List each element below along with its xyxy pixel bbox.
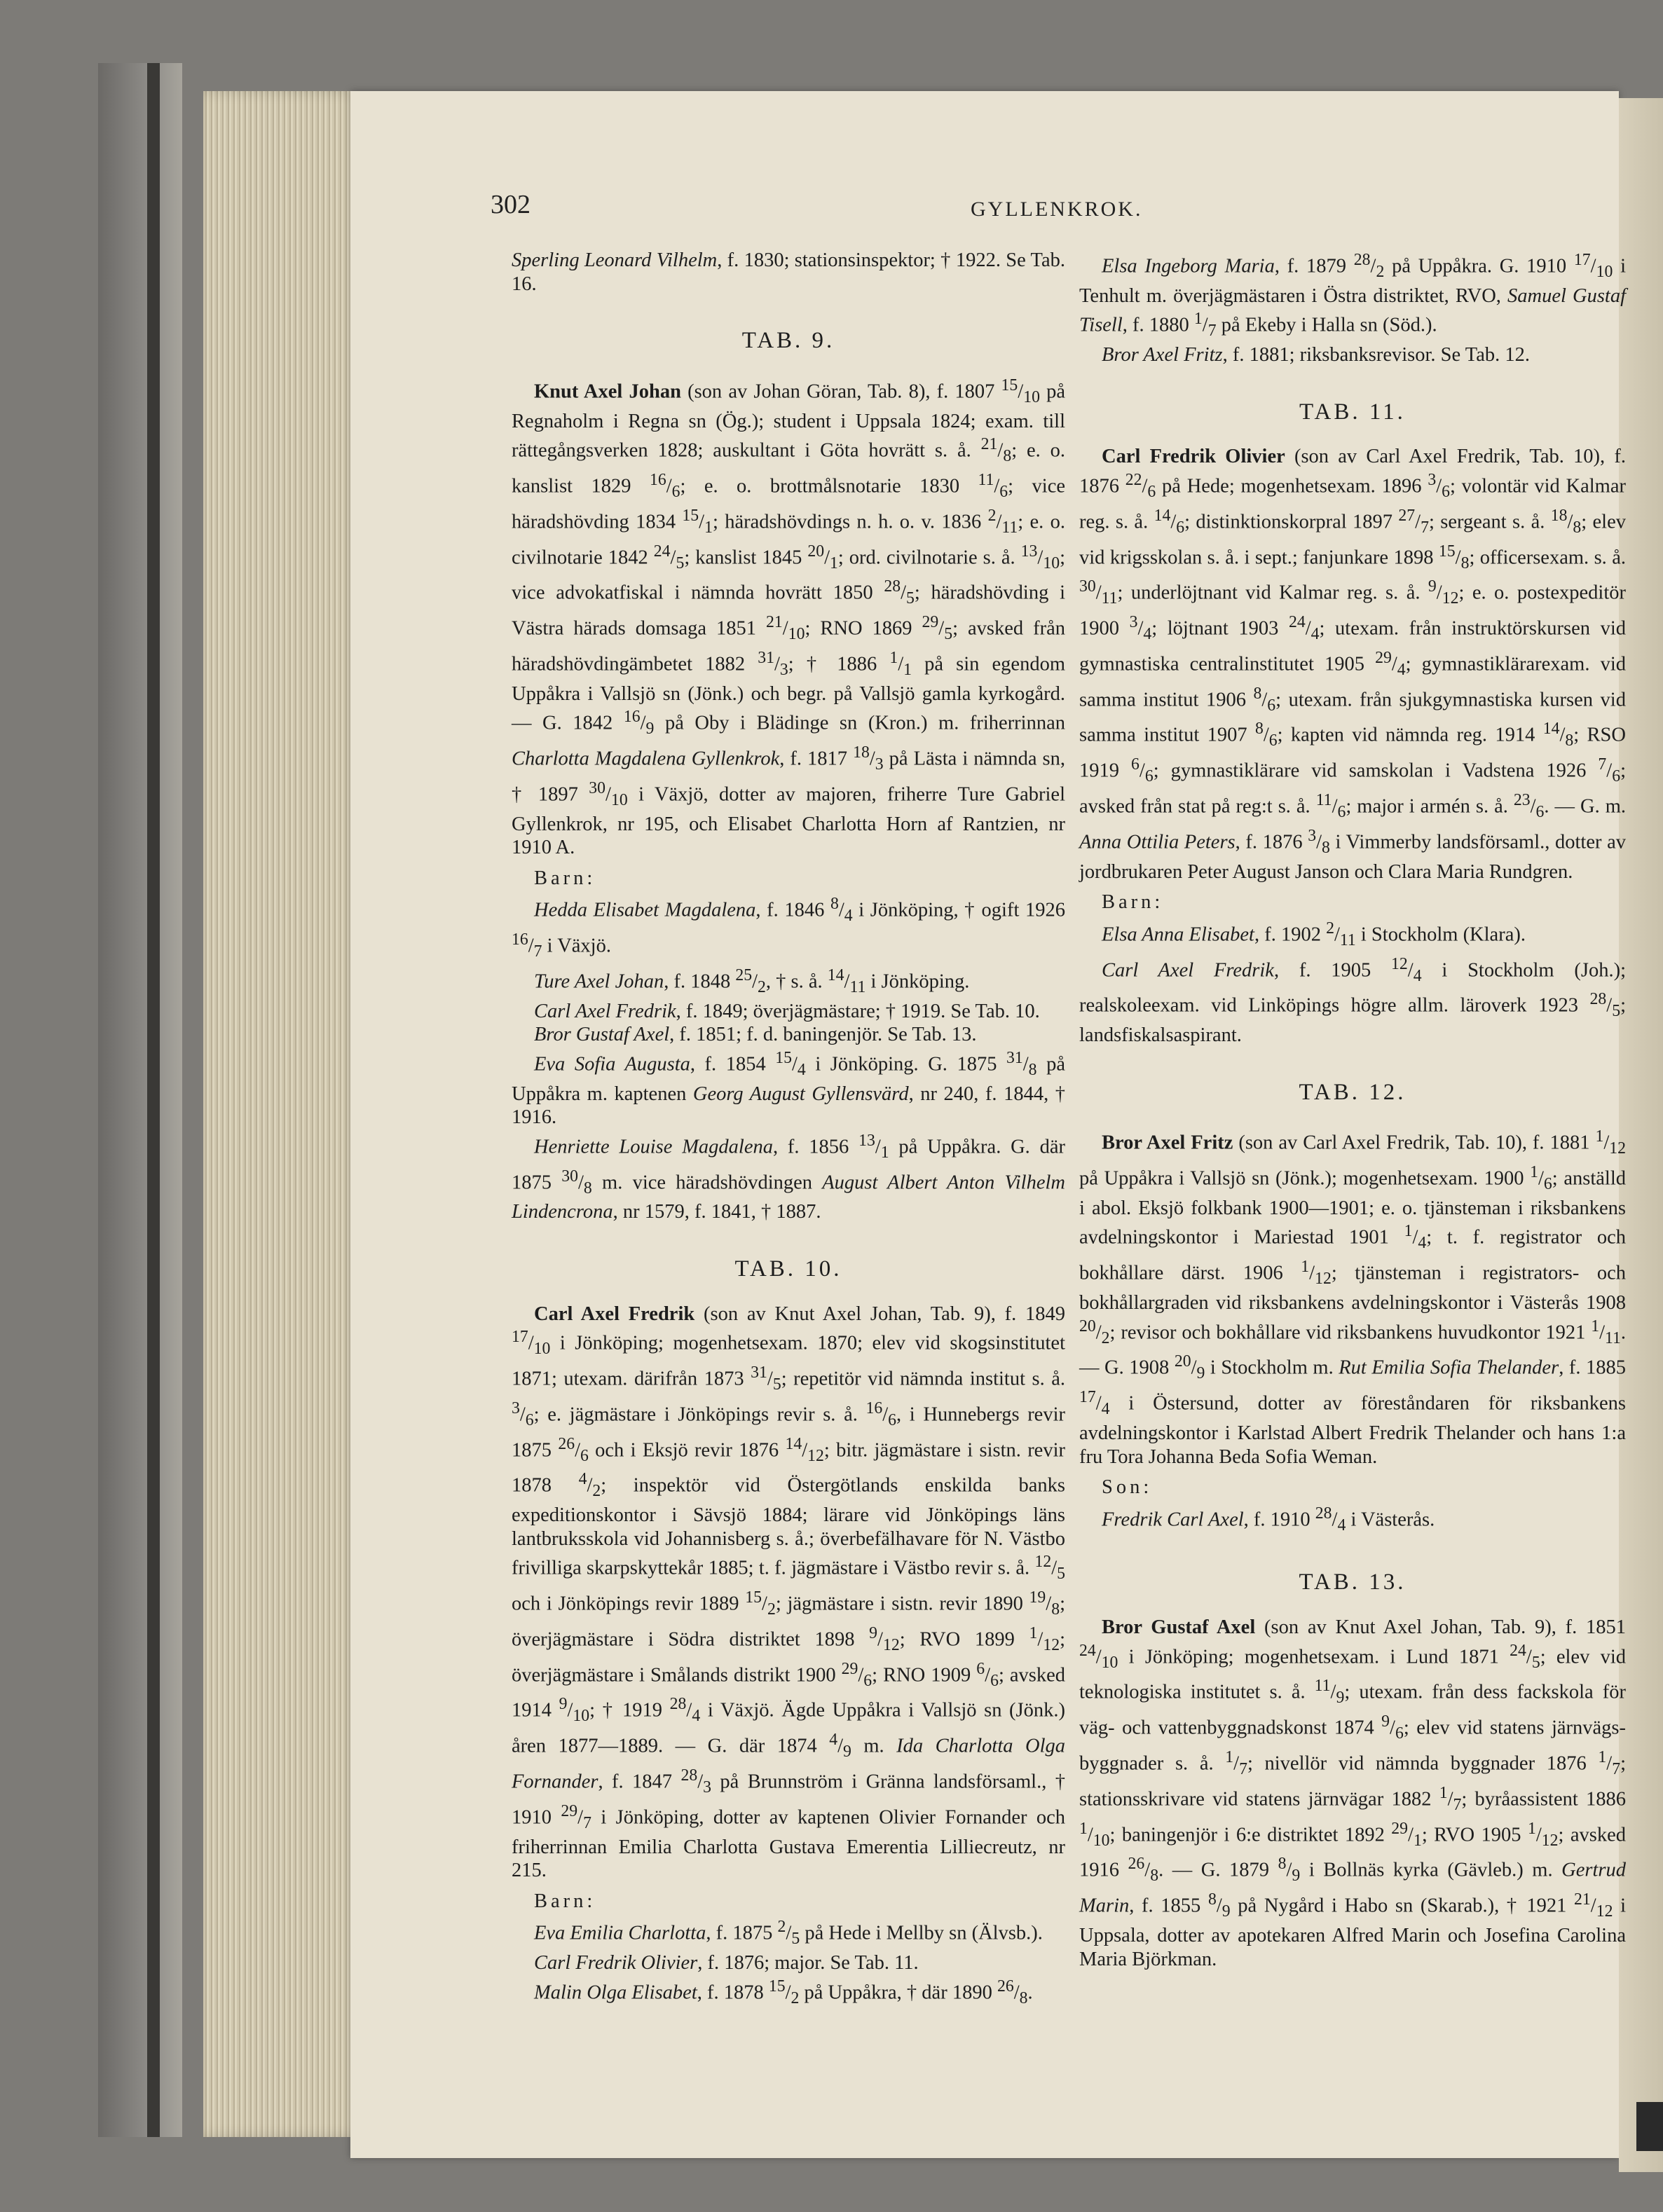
page-number: 302: [491, 190, 531, 219]
paragraph: Carl Fredrik Olivier, f. 1876; major. Se Tab. 11.: [534, 1952, 919, 1974]
paragraph: Bror Gustaf Axel, f. 1851; f. d. baningenjör. Se Tab. 13.: [534, 1024, 977, 1046]
right-column: [1079, 249, 1626, 1971]
paragraph: Carl Axel Fredrik (son av Knut Axel Johan, Tab. 9), f. 1849 $^{17}/_{10}$ i Jönköping; mogenhetsexam. 1870; elev vid skogsinstitutet 1871; utexam. därifrån 1873 $^{31}/_5$; repetitör vid nämnda institut s. å. $^3/_6$; e. jägmästare i Jönköpings revir s. å. $^{16}/_6$, i Hunnebergs revir 1875 $^{26}/_6$ och i Eksjö revir 1876 $^{14}/_{12}$; bitr. jägmästare i sistn. revir 1878 $^4/_2$; inspektör vid Östergötlands enskilda banks expeditionskontor i Sävsjö 1884; lärare vid Jönköpings läns lantbruksskola vid Johannisberg s. å.; överbefälhavare för N. Västbo frivilliga skarpskyttekår 1885; t. f. jägmästare i Västbo revir s. å. $^{12}/_5$ och i Jönköpings revir 1889 $^{15}/_2$; jägmästare i sistn. revir 1890 $^{19}/_8$; överjägmästare i Södra distriktet 1898 $^9/_{12}$; RVO 1899 $^1/_{12}$; överjägmästare i Smålands distrikt 1900 $^{29}/_6$; RNO 1909 $^6/_6$; avsked 1914 $^9/_{10}$; † 1919 $^{28}/_4$ i Växjö. Ägde Uppåkra i Vallsjö sn (Jönk.) åren 1877—1889. — G. där 1874 $^4/_9$ m. Ida Charlotta Olga Fornander, f. 1847 $^{28}/_3$ på Brunnström i Gränna landsförsaml., † 1910 $^{29}/_7$ i Jönköping, dotter av kaptenen Olivier Fornander och friherrinnan Emilia Charlotta Gustava Emerentia Lilliecreutz, nr 215.: [512, 1303, 1066, 1882]
paragraph: Ture Axel Johan, f. 1848 $^{25}/_2$, † s. å. $^{14}/_{11}$ i Jönköping.: [534, 966, 970, 997]
section-heading: TAB. 13.: [1299, 1569, 1407, 1595]
page-edges: [203, 91, 371, 2137]
paragraph: Elsa Anna Elisabet, f. 1902 $^2/_{11}$ i Stockholm (Klara).: [1102, 919, 1526, 949]
paragraph: Henriette Louise Magdalena, f. 1856 $^{13}/_1$ på Uppåkra. G. där 1875 $^{30}/_8$ m. vice häradshövdingen August Albert Anton Vilhelm Lindencrona, nr 1579, f. 1841, † 1887.: [512, 1131, 1065, 1223]
children-label: Barn:: [534, 867, 596, 889]
paragraph: Carl Axel Fredrik, f. 1905 $^{12}/_4$ i Stockholm (Joh.); realskoleexam. vid Linköpings högre allm. läroverk 1923 $^{28}/_5$; landsfiskalsaspirant.: [1079, 954, 1626, 1047]
paragraph: Fredrik Carl Axel, f. 1910 $^{28}/_4$ i Västerås.: [1102, 1504, 1435, 1534]
paragraph: Eva Emilia Charlotta, f. 1875 $^2/_5$ på Hede i Mellby sn (Älvsb.).: [534, 1918, 1043, 1949]
section-heading: TAB. 10.: [734, 1256, 842, 1282]
cover-spine-strip: [147, 63, 160, 2137]
section-heading: TAB. 11.: [1299, 399, 1406, 425]
paragraph: Carl Axel Fredrik, f. 1849; överjägmästare; † 1919. Se Tab. 10.: [534, 1000, 1040, 1022]
paragraph: Bror Axel Fritz (son av Carl Axel Fredrik, Tab. 10), f. 1881 $^1/_{12}$ på Uppåkra i Vallsjö sn (Jönk.); mogenhetsexam. 1900 $^1/_6$; anställd i abol. Eksjö folkbank 1900—1901; e. o. tjänsteman i riksbankens avdelningskontor i Mariestad 1901 $^1/_4$; t. f. registrator och bokhållare därst. 1906 $^1/_{12}$; tjänsteman i registrators- och bokhållargraden vid riksbankens avdelningskontor i Västerås 1908 $^{20}/_2$; revisor och bokhållare vid riksbankens huvudkontor 1921 $^1/_{11}$. — G. 1908 $^{20}/_9$ i Stockholm m. Rut Emilia Sofia Thelander, f. 1885 $^{17}/_4$ i Östersund, dotter av föreståndaren för riksbankens avdelningskontor i Karlstad Albert Fredrik Thelander och hans 1:a fru Tora Johanna Beda Sofia Weman.: [1079, 1127, 1627, 1468]
paragraph: Bror Axel Fritz, f. 1881; riksbanksrevisor. Se Tab. 12.: [1102, 344, 1530, 366]
running-head: GYLLENKROK.: [971, 198, 1143, 221]
children-label: Son:: [1102, 1476, 1153, 1499]
paragraph: Elsa Ingeborg Maria, f. 1879 $^{28}/_2$ på Uppåkra. G. 1910 $^{17}/_{10}$ i Tenhult m. överjägmästaren i Östra distriktet, RVO, Samuel Gustaf Tisell, f. 1880 $^1/_7$ på Ekeby i Halla sn (Söd.).: [1079, 251, 1626, 341]
page-header: [456, 189, 1612, 231]
paragraph: Carl Fredrik Olivier (son av Carl Axel Fredrik, Tab. 10), f. 1876 $^{22}/_6$ på Hede; mogenhetsexam. 1896 $^3/_6$; volontär vid Kalmar reg. s. å. $^{14}/_6$; distinktionskorpral 1897 $^{27}/_7$; sergeant s. å. $^{18}/_8$; elev vid krigsskolan s. å. i sept.; fanjunkare 1898 $^{15}/_8$; officersexam. s. å. $^{30}/_{11}$; underlöjtnant vid Kalmar reg. s. å. $^9/_{12}$; e. o. postexpeditör 1900 $^3/_4$; löjtnant 1903 $^{24}/_4$; utexam. från instruktörskursen vid gymnastiska centralinstitutet 1905 $^{29}/_4$; gymnastiklärarexam. vid samma institut 1906 $^8/_6$; utexam. från sjukgymnastiska kursen vid samma institut 1907 $^8/_6$; kapten vid nämnda reg. 1914 $^{14}/_8$; RSO 1919 $^6/_6$; gymnastiklärare vid samskolan i Vadstena 1926 $^7/_6$; avsked från stat på reg:t s. å. $^{11}/_6$; major i armén s. å. $^{23}/_6$. — G. m. Anna Ottilia Peters, f. 1876 $^3/_8$ i Vimmerby landsförsaml., dotter av jordbrukaren Peter August Janson och Clara Maria Rundgren.: [1079, 446, 1627, 883]
paragraph: Sperling Leonard Vilhelm, f. 1830; stationsinspektor; † 1922. Se Tab. 16.: [512, 249, 1065, 295]
left-column: [512, 249, 1065, 2010]
paragraph: Bror Gustaf Axel (son av Knut Axel Johan, Tab. 9), f. 1851 $^{24}/_{10}$ i Jönköping; mogenhetsexam. i Lund 1871 $^{24}/_5$; elev vid teknologiska institutet s. å. $^{11}/_9$; utexam. från dess fackskola för väg- och vattenbyggnadskonst 1874 $^9/_6$; elev vid statens järnvägsbyggnader s. å. $^1/_7$; nivellör vid nämnda byggnader 1876 $^1/_7$; stationsskrivare vid statens järnvägar 1882 $^1/_7$; byråassistent 1886 $^1/_{10}$; baningenjör i 6:e distriktet 1892 $^{29}/_1$; RVO 1905 $^1/_{12}$; avsked 1916 $^{26}/_8$. — G. 1879 $^8/_9$ i Bollnäs kyrka (Gävleb.) m. Gertrud Marin, f. 1855 $^8/_9$ på Nygård i Habo sn (Skarab.), † 1921 $^{21}/_{12}$ i Uppsala, dotter av apotekaren Alfred Marin och Josefina Carolina Maria Björkman.: [1079, 1616, 1627, 1970]
section-heading: TAB. 9.: [741, 328, 835, 354]
children-label: Barn:: [1102, 891, 1164, 914]
children-label: Barn:: [534, 1890, 596, 1912]
book-cover-left: [98, 63, 182, 2137]
paragraph: Knut Axel Johan (son av Johan Göran, Tab. 8), f. 1807 $^{15}/_{10}$ på Regnaholm i Regna sn (Ög.); student i Uppsala 1824; exam. till rättegångsverken 1828; auskultant i Göta hovrätt s. å. $^{21}/_8$; e. o. kanslist 1829 $^{16}/_6$; e. o. brottmålsnotarie 1830 $^{11}/_6$; vice häradshövding 1834 $^{15}/_1$; häradshövdings n. h. o. v. 1836 $^2/_{11}$; e. o. civilnotarie 1842 $^{24}/_5$; kanslist 1845 $^{20}/_1$; ord. civilnotarie s. å. $^{13}/_{10}$; vice advokatfiskal i nämnda hovrätt 1850 $^{28}/_5$; häradshövding i Västra härads domsaga 1851 $^{21}/_{10}$; RNO 1869 $^{29}/_5$; avsked från häradshövdingämbetet 1882 $^{31}/_3$; † 1886 $^1/_1$ på sin egendom Uppåkra i Vallsjö sn (Jönk.) och begr. på Vallsjö gamla kyrkogård. — G. 1842 $^{16}/_9$ på Oby i Blädinge sn (Kron.) m. friherrinnan Charlotta Magdalena Gyllenkrok, f. 1817 $^{18}/_3$ på Lästa i nämnda sn, † 1897 $^{30}/_{10}$ i Växjö, dotter av majoren, friherre Ture Gabriel Gyllenkrok, nr 195, och Elisabet Charlotta Horn af Rantzien, nr 1910 A.: [512, 376, 1066, 859]
paragraph: Eva Sofia Augusta, f. 1854 $^{15}/_4$ i Jönköping. G. 1875 $^{31}/_8$ på Uppåkra m. kaptenen Georg August Gyllensvärd, nr 240, f. 1844, † 1916.: [512, 1048, 1065, 1129]
section-heading: TAB. 12.: [1299, 1079, 1407, 1105]
color-bar: [1636, 2102, 1663, 2151]
paragraph: Hedda Elisabet Magdalena, f. 1846 $^8/_4$ i Jönköping, † ogift 1926 $^{16}/_7$ i Växjö.: [512, 895, 1065, 961]
paragraph: Malin Olga Elisabet, f. 1878 $^{15}/_2$ på Uppåkra, † där 1890 $^{26}/_8$.: [534, 1977, 1033, 2007]
